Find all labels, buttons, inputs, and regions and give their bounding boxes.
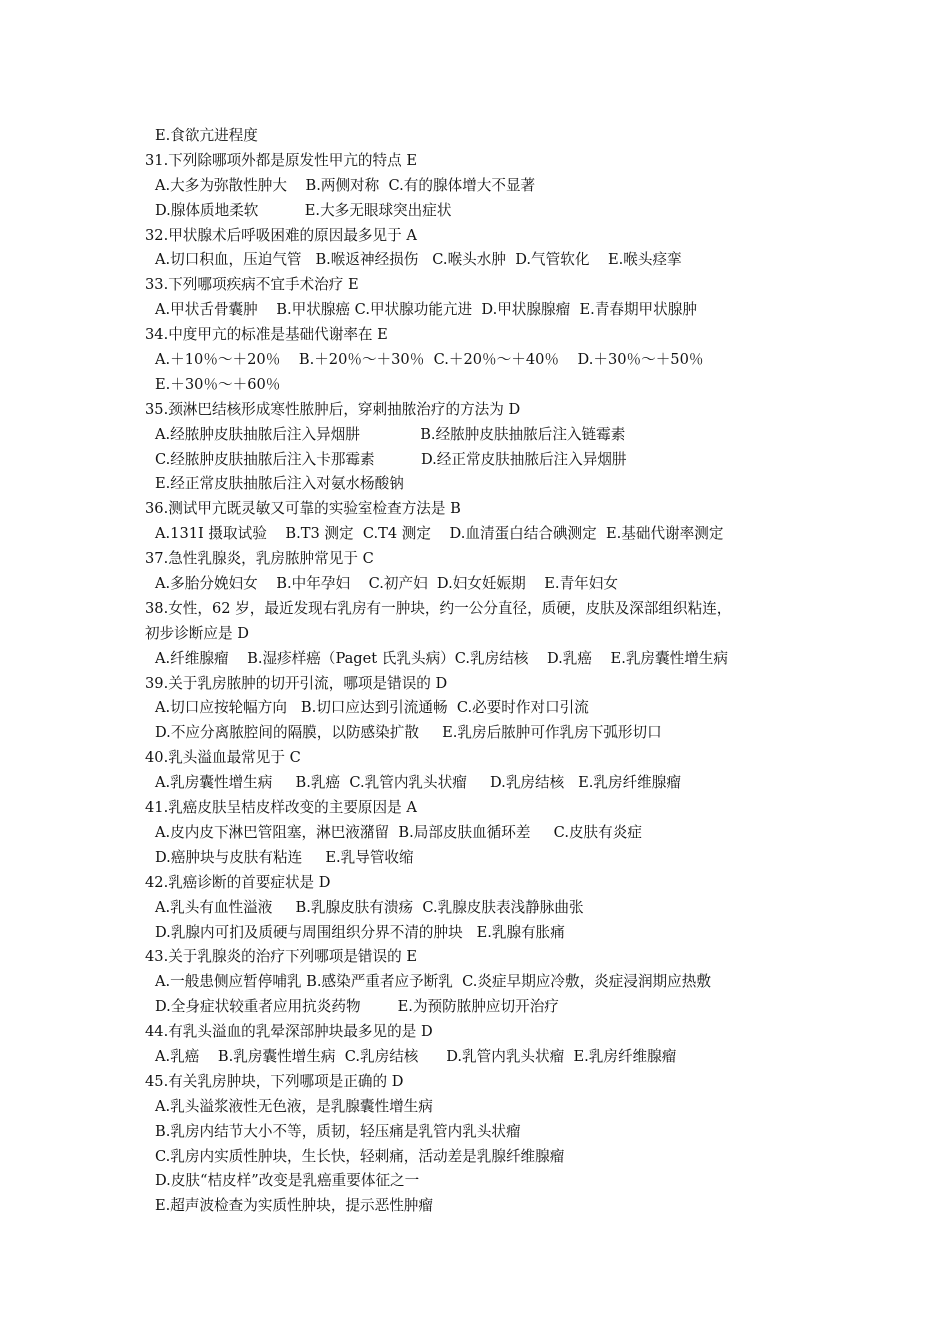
question-line: 40.乳头溢血最常见于 C [145,749,301,767]
answer-options-line: D.不应分离脓腔间的隔膜，以防感染扩散 E.乳房后脓肿可作乳房下弧形切口 [155,724,662,742]
question-line: 33.下列哪项疾病不宜手术治疗 E [145,276,359,294]
answer-options-line: A.乳头有血性溢液 B.乳腺皮肤有溃疡 C.乳腺皮肤表浅静脉曲张 [155,898,584,916]
answer-options-line: A.甲状舌骨囊肿 B.甲状腺癌 C.甲状腺功能亢进 D.甲状腺腺瘤 E.青春期甲状腺肿 [155,301,697,319]
question-line: 初步诊断应是 D [145,624,249,642]
answer-options-line: A.皮内皮下淋巴管阻塞，淋巴液潴留 B.局部皮肤血循环差 C.皮肤有炎症 [155,823,642,841]
answer-options-line: A.乳癌 B.乳房囊性增生病 C.乳房结核 D.乳管内乳头状瘤 E.乳房纤维腺瘤 [155,1047,677,1065]
question-line: 36.测试甲亢既灵敏又可靠的实验室检查方法是 B [145,500,461,518]
answer-options-line: C.乳房内实质性肿块，生长快，轻刺痛，活动差是乳腺纤维腺瘤 [155,1147,565,1165]
answer-options-line: E.超声波检查为实质性肿块，提示恶性肿瘤 [155,1197,433,1215]
question-line: 42.乳癌诊断的首要症状是 D [145,873,331,891]
answer-options-line: A.经脓肿皮肤抽脓后注入异烟肼 B.经脓肿皮肤抽脓后注入链霉素 [155,425,626,443]
question-line: 32.甲状腺术后呼吸困难的原因最多见于 A [145,226,417,244]
question-line: 45.有关乳房肿块，下列哪项是正确的 D [145,1072,404,1090]
answer-options-line: A.切口积血，压迫气管 B.喉返神经损伤 C.喉头水肿 D.气管软化 E.喉头痉挛 [155,251,682,269]
answer-options-line: D.乳腺内可扪及质硬与周围组织分界不清的肿块 E.乳腺有胀痛 [155,923,565,941]
answer-options-line: D.全身症状较重者应用抗炎药物 E.为预防脓肿应切开治疗 [155,998,559,1016]
question-line: 44.有乳头溢血的乳晕深部肿块最多见的是 D [145,1023,433,1041]
answer-options-line: A.乳房囊性增生病 B.乳癌 C.乳管内乳头状瘤 D.乳房结核 E.乳房纤维腺瘤 [155,774,681,792]
question-line: 38.女性，62 岁，最近发现右乳房有一肿块，约一公分直径，质硬，皮肤及深部组织粘连， [145,599,732,617]
question-line: 43.关于乳腺炎的治疗下列哪项是错误的 E [145,948,418,966]
answer-options-line: A.多胎分娩妇女 B.中年孕妇 C.初产妇 D.妇女妊娠期 E.青年妇女 [155,575,618,593]
answer-options-line: C.经脓肿皮肤抽脓后注入卡那霉素 D.经正常皮肤抽脓后注入异烟肼 [155,450,627,468]
answer-options-line: A.＋10％～＋20％ B.＋20％～＋30％ C.＋20％～＋40％ D.＋30％～＋50％ [155,351,704,369]
answer-options-line: A.乳头溢浆液性无色液，是乳腺囊性增生病 [155,1097,433,1115]
question-line: 34.中度甲亢的标准是基础代谢率在 E [145,326,388,344]
document-body [145,124,845,1219]
question-line: 37.急性乳腺炎，乳房脓肿常见于 C [145,550,374,568]
answer-options-line: E.＋30％～＋60％ [155,375,281,393]
answer-options-line: A.切口应按轮幅方向 B.切口应达到引流通畅 C.必要时作对口引流 [155,699,589,717]
answer-options-line: B.乳房内结节大小不等，质韧，轻压痛是乳管内乳头状瘤 [155,1122,521,1140]
question-line: 31.下列除哪项外都是原发性甲亢的特点 E [145,151,418,169]
answer-options-line: D.腺体质地柔软 E.大多无眼球突出症状 [155,201,452,219]
question-line: 39.关于乳房脓肿的切开引流，哪项是错误的 D [145,674,448,692]
answer-options-line: D.皮肤“桔皮样”改变是乳癌重要体征之一 [155,1172,420,1190]
question-line: 41.乳癌皮肤呈桔皮样改变的主要原因是 A [145,799,417,817]
answer-options-line: E.经正常皮肤抽脓后注入对氨水杨酸钠 [155,475,404,493]
answer-options-line: A.大多为弥散性肿大 B.两侧对称 C.有的腺体增大不显著 [155,176,536,194]
answer-options-line: A.一般患侧应暂停哺乳 B.感染严重者应予断乳 C.炎症早期应冷敷，炎症浸润期应热敷 [155,973,711,991]
answer-options-line: D.癌肿块与皮肤有粘连 E.乳导管收缩 [155,848,414,866]
answer-options-line: A.纤维腺瘤 B.湿疹样癌（Paget 氏乳头病）C.乳房结核 D.乳癌 E.乳房囊性增生病 [155,649,728,667]
question-line: 35.颈淋巴结核形成寒性脓肿后，穿刺抽脓治疗的方法为 D [145,400,521,418]
answer-options-line: A.131I 摄取试验 B.T3 测定 C.T4 测定 D.血清蛋白结合碘测定 E.基础代谢率测定 [155,525,724,543]
answer-options-line: E.食欲亢进程度 [155,127,258,144]
